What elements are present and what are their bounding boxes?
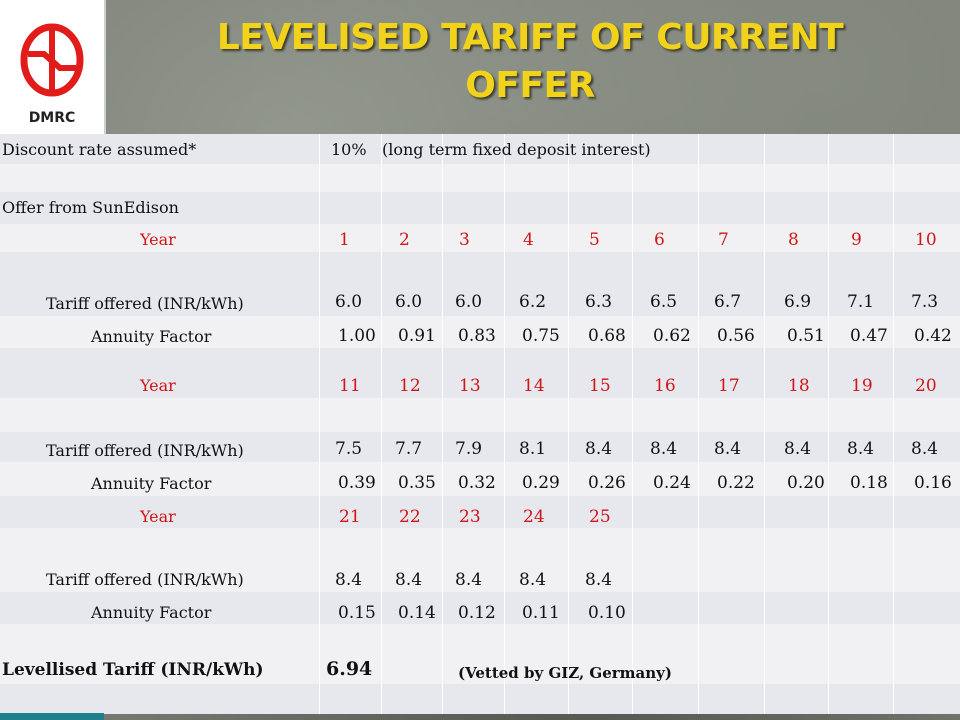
column-divider <box>632 134 633 714</box>
offer-label: Offer from SunEdison <box>2 198 179 217</box>
annuity-cell: 1.00 <box>338 326 376 346</box>
tariff-cell: 8.1 <box>519 439 547 459</box>
year-cell: 6 <box>654 230 665 250</box>
year-cell: 23 <box>459 507 481 527</box>
year-cell: 1 <box>339 230 350 250</box>
year-cell: 17 <box>718 376 740 396</box>
column-divider <box>828 134 829 714</box>
column-divider <box>764 134 765 714</box>
tariff-cell: 8.4 <box>650 439 678 459</box>
column-divider <box>442 134 443 714</box>
tariff-cell: 8.4 <box>847 439 875 459</box>
annuity-cell: 0.51 <box>787 326 825 346</box>
year-cell: 3 <box>459 230 470 250</box>
annuity-label: Annuity Factor <box>91 474 212 493</box>
discount-label: Discount rate assumed* <box>2 140 197 159</box>
annuity-cell: 0.56 <box>717 326 755 346</box>
year-label: Year <box>140 507 176 526</box>
column-divider <box>381 134 382 714</box>
annuity-cell: 0.10 <box>588 603 626 623</box>
annuity-cell: 0.42 <box>914 326 952 346</box>
annuity-cell: 0.15 <box>338 603 376 623</box>
annuity-cell: 0.18 <box>850 473 888 493</box>
annuity-cell: 0.26 <box>588 473 626 493</box>
tariff-cell: 7.1 <box>847 292 875 312</box>
tariff-cell: 8.4 <box>335 570 363 590</box>
year-cell: 25 <box>589 507 611 527</box>
tariff-label: Tariff offered (INR/kWh) <box>46 441 244 460</box>
year-cell: 10 <box>915 230 937 250</box>
tariff-cell: 6.7 <box>714 292 742 312</box>
logo <box>0 0 106 134</box>
tariff-cell: 8.4 <box>395 570 423 590</box>
tariff-cell: 8.4 <box>455 570 483 590</box>
tariff-label: Tariff offered (INR/kWh) <box>46 294 244 313</box>
annuity-cell: 0.83 <box>458 326 496 346</box>
tariff-cell: 8.4 <box>714 439 742 459</box>
annuity-cell: 0.35 <box>398 473 436 493</box>
dmrc-logo-icon <box>18 18 86 106</box>
tariff-cell: 6.2 <box>519 292 547 312</box>
tariff-cell: 8.4 <box>911 439 939 459</box>
annuity-cell: 0.32 <box>458 473 496 493</box>
year-cell: 2 <box>399 230 410 250</box>
annuity-cell: 0.68 <box>588 326 626 346</box>
tariff-cell: 8.4 <box>784 439 812 459</box>
year-cell: 14 <box>523 376 545 396</box>
logo-text: DMRC <box>28 110 76 126</box>
discount-value: 10% <box>331 140 367 159</box>
levelised-tariff-value: 6.94 <box>326 658 373 680</box>
year-cell: 21 <box>339 507 361 527</box>
year-cell: 16 <box>654 376 676 396</box>
annuity-label: Annuity Factor <box>91 327 212 346</box>
annuity-cell: 0.24 <box>653 473 691 493</box>
year-cell: 19 <box>851 376 873 396</box>
levelised-tariff-label: Levellised Tariff (INR/kWh) <box>2 660 264 680</box>
year-label: Year <box>140 376 176 395</box>
title-line-2: OFFER <box>465 65 595 106</box>
annuity-cell: 0.62 <box>653 326 691 346</box>
annuity-cell: 0.20 <box>787 473 825 493</box>
footer-accent <box>0 713 104 720</box>
annuity-cell: 0.22 <box>717 473 755 493</box>
annuity-cell: 0.14 <box>398 603 436 623</box>
year-cell: 24 <box>523 507 545 527</box>
year-cell: 20 <box>915 376 937 396</box>
column-divider <box>698 134 699 714</box>
year-cell: 22 <box>399 507 421 527</box>
year-cell: 8 <box>788 230 799 250</box>
tariff-cell: 7.7 <box>395 439 423 459</box>
column-divider <box>504 134 505 714</box>
tariff-cell: 6.0 <box>395 292 423 312</box>
discount-note: (long term fixed deposit interest) <box>382 140 651 159</box>
annuity-cell: 0.11 <box>522 603 560 623</box>
title-line-1: LEVELISED TARIFF OF CURRENT <box>216 17 844 58</box>
column-divider <box>893 134 894 714</box>
tariff-label: Tariff offered (INR/kWh) <box>46 570 244 589</box>
tariff-cell: 8.4 <box>585 439 613 459</box>
tariff-cell: 8.4 <box>519 570 547 590</box>
annuity-cell: 0.12 <box>458 603 496 623</box>
tariff-cell: 7.3 <box>911 292 939 312</box>
annuity-cell: 0.47 <box>850 326 888 346</box>
annuity-cell: 0.39 <box>338 473 376 493</box>
table-row <box>0 684 960 714</box>
tariff-cell: 6.0 <box>335 292 363 312</box>
column-divider <box>568 134 569 714</box>
year-label: Year <box>140 230 176 249</box>
tariff-table <box>0 134 960 714</box>
year-cell: 13 <box>459 376 481 396</box>
year-cell: 7 <box>718 230 729 250</box>
tariff-cell: 6.3 <box>585 292 613 312</box>
tariff-cell: 7.5 <box>335 439 363 459</box>
annuity-cell: 0.16 <box>914 473 952 493</box>
annuity-cell: 0.29 <box>522 473 560 493</box>
year-cell: 9 <box>851 230 862 250</box>
tariff-cell: 6.0 <box>455 292 483 312</box>
tariff-cell: 6.5 <box>650 292 678 312</box>
year-cell: 4 <box>523 230 534 250</box>
year-cell: 15 <box>589 376 611 396</box>
year-cell: 18 <box>788 376 810 396</box>
column-divider <box>319 134 320 714</box>
year-cell: 12 <box>399 376 421 396</box>
year-cell: 11 <box>339 376 361 396</box>
vetted-note: (Vetted by GIZ, Germany) <box>458 664 672 682</box>
tariff-cell: 7.9 <box>455 439 483 459</box>
annuity-label: Annuity Factor <box>91 603 212 622</box>
annuity-cell: 0.91 <box>398 326 436 346</box>
tariff-cell: 8.4 <box>585 570 613 590</box>
page-title <box>180 14 880 110</box>
year-cell: 5 <box>589 230 600 250</box>
tariff-cell: 6.9 <box>784 292 812 312</box>
annuity-cell: 0.75 <box>522 326 560 346</box>
